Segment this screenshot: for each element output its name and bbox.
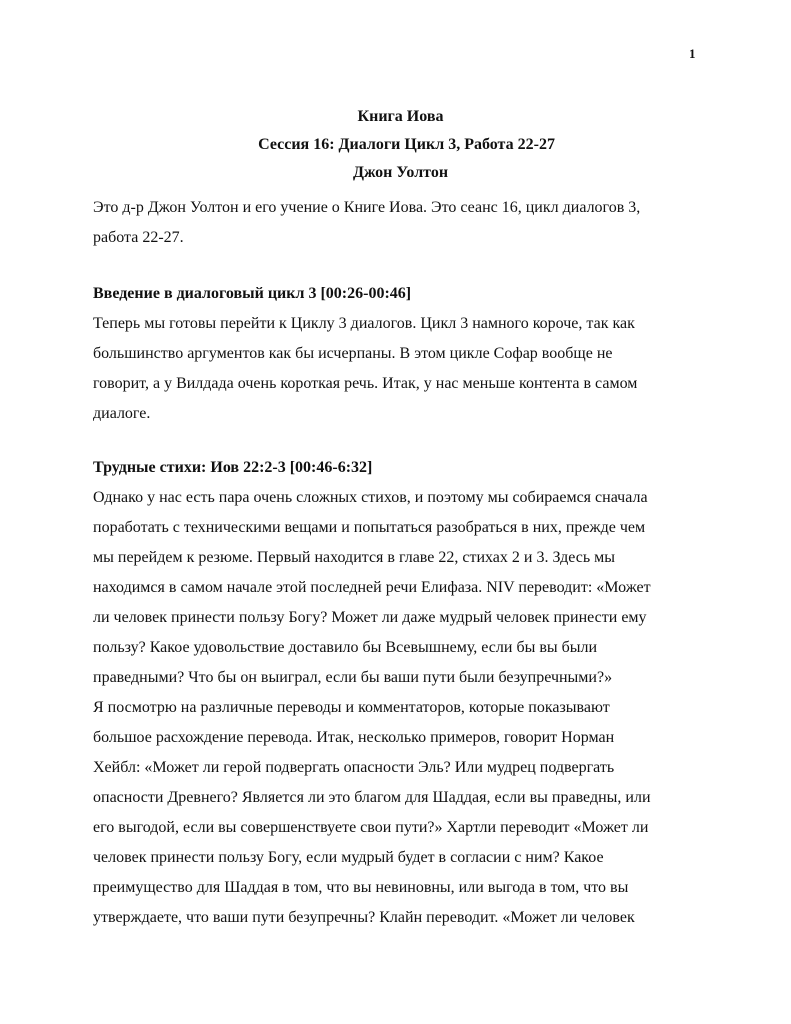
text-line: преимущество для Шаддая в том, что вы невиновны, или выгода в том, что вы — [93, 879, 629, 896]
book-title: Книга Иова — [357, 108, 444, 125]
text-line: пользу? Какое удовольствие доставило бы Всевышнему, если бы вы были — [93, 639, 598, 656]
document-title-block — [0, 103, 791, 187]
section-heading-intro-cycle: Введение в диалоговый цикл 3 [00:26-00:46] — [93, 285, 412, 302]
text-line: диалоге. — [93, 405, 151, 422]
text-line: опасности Древнего? Является ли это благом для Шаддая, если вы праведны, или — [93, 789, 651, 806]
text-line: Это д-р Джон Уолтон и его учение о Книге Иова. Это сеанс 16, цикл диалогов 3, — [93, 199, 641, 216]
text-line: его выгодой, если вы совершенствуете свои пути?» Хартли переводит «Может ли — [93, 819, 649, 836]
text-line: находимся в самом начале этой последней речи Елифаза. NIV переводит: «Может — [93, 579, 651, 596]
text-line: праведными? Что бы он выиграл, если бы ваши пути были безупречными?» — [93, 669, 613, 686]
page-number: 1 — [689, 46, 696, 61]
text-line: работа 22-27. — [93, 229, 184, 246]
document-body — [93, 193, 713, 933]
text-line: большинство аргументов как бы исчерпаны. В этом цикле Софар вообще не — [93, 345, 613, 362]
section-paragraph-difficult-verses — [93, 483, 713, 933]
text-line: ли человек принести пользу Богу? Может ли даже мудрый человек принести ему — [93, 609, 647, 626]
section-paragraph-intro-cycle — [93, 309, 713, 429]
session-title: Сессия 16: Диалоги Цикл 3, Работа 22-27 — [258, 136, 555, 153]
text-line: Теперь мы готовы перейти к Циклу 3 диалогов. Цикл 3 намного короче, так как — [93, 315, 635, 332]
author-name: Джон Уолтон — [352, 164, 449, 181]
section-heading-difficult-verses: Трудные стихи: Иов 22:2-3 [00:46-6:32] — [93, 459, 373, 476]
text-line: Однако у нас есть пара очень сложных стихов, и поэтому мы собираемся сначала — [93, 489, 648, 506]
text-line: Хейбл: «Может ли герой подвергать опасности Эль? Или мудрец подвергать — [93, 759, 615, 776]
text-line: поработать с техническими вещами и попытаться разобраться в них, прежде чем — [93, 519, 646, 536]
text-line: большое расхождение перевода. Итак, несколько примеров, говорит Норман — [93, 729, 615, 746]
text-line: Я посмотрю на различные переводы и комментаторов, которые показывают — [93, 699, 610, 716]
intro-paragraph — [93, 193, 713, 253]
text-line: мы перейдем к резюме. Первый находится в главе 22, стихах 2 и 3. Здесь мы — [93, 549, 615, 566]
text-line: утверждаете, что ваши пути безупречны? Клайн переводит. «Может ли человек — [93, 909, 635, 926]
text-line: говорит, а у Вилдада очень короткая речь. Итак, у нас меньше контента в самом — [93, 375, 638, 392]
text-line: человек принести пользу Богу, если мудрый будет в согласии с ним? Какое — [93, 849, 604, 866]
